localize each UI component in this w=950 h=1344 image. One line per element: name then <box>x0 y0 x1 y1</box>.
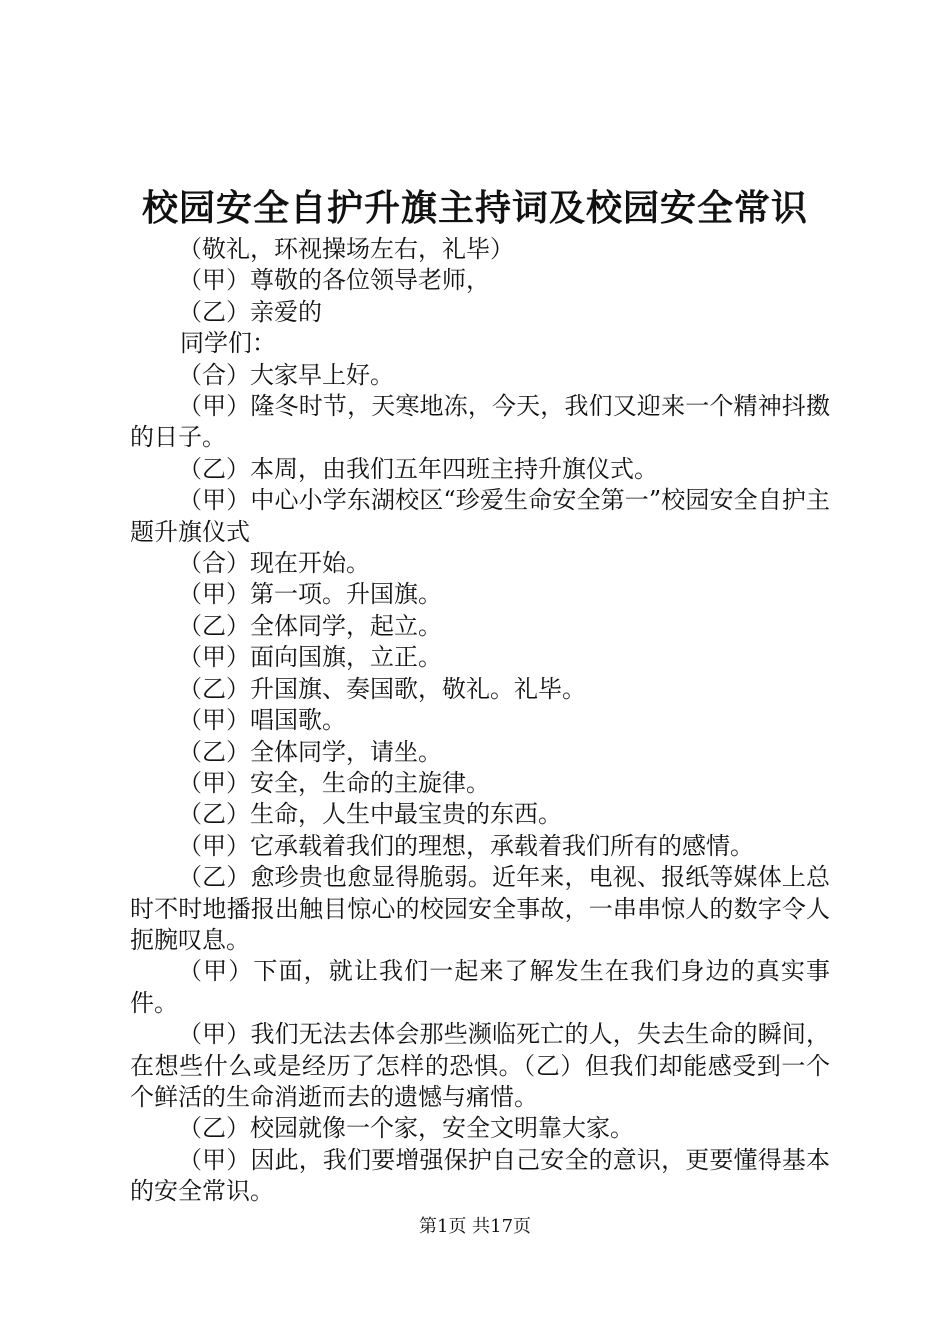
document-title: 校园安全自护升旗主持词及校园安全常识 <box>141 187 808 229</box>
paragraph: （乙）本周，由我们五年四班主持升旗仪式。 <box>178 454 658 483</box>
paragraph: （甲）因此，我们要增强保护自己安全的意识，更要懂得基本的安全常识。 <box>130 1145 830 1206</box>
paragraph: （甲）面向国旗，立正。 <box>178 643 442 672</box>
paragraph: （乙）亲爱的 <box>178 297 322 326</box>
document-body <box>130 234 830 1208</box>
paragraph: （甲）第一项。升国旗。 <box>178 580 442 609</box>
paragraph: （乙）全体同学，请坐。 <box>178 737 442 766</box>
paragraph: （甲）它承载着我们的理想，承载着我们所有的感情。 <box>178 831 754 860</box>
page-number-footer: 第1页 共17页 <box>418 1216 532 1237</box>
paragraph: 同学们： <box>180 329 276 358</box>
paragraph: （合）现在开始。 <box>178 549 370 578</box>
paragraph: （乙）全体同学，起立。 <box>178 611 442 640</box>
paragraph: （甲）我们无法去体会那些濒临死亡的人，失去生命的瞬间，在想些什么或是经历了怎样的恐惧。（乙）但我们却能感受到一个个鲜活的生命消逝而去的遗憾与痛惜。 <box>130 1020 830 1111</box>
paragraph: （合）大家早上好。 <box>178 360 394 389</box>
paragraph: （甲）中心小学东湖校区“珍爱生命安全第一”校园安全自护主题升旗仪式 <box>130 486 830 546</box>
paragraph: （甲）下面，就让我们一起来了解发生在我们身边的真实事件。 <box>130 957 830 1017</box>
paragraph: （甲）安全，生命的主旋律。 <box>178 768 490 797</box>
paragraph: （乙）升国旗、奏国歌，敬礼。礼毕。 <box>178 674 586 703</box>
paragraph: （甲）尊敬的各位领导老师， <box>178 266 490 295</box>
paragraph: （乙）生命，人生中最宝贵的东西。 <box>178 800 562 829</box>
paragraph: （甲）唱国歌。 <box>178 706 346 735</box>
paragraph: （甲）隆冬时节，天寒地冻，今天，我们又迎来一个精神抖擞的日子。 <box>130 392 830 452</box>
paragraph: （乙）愈珍贵也愈显得脆弱。近年来，电视、报纸等媒体上总时不时地播报出触目惊心的校园安全事故，一串串惊人的数字令人扼腕叹息。 <box>130 863 830 954</box>
paragraph: （敬礼，环视操场左右，礼毕） <box>178 235 514 263</box>
paragraph: （乙）校园就像一个家，安全文明靠大家。 <box>178 1114 634 1143</box>
